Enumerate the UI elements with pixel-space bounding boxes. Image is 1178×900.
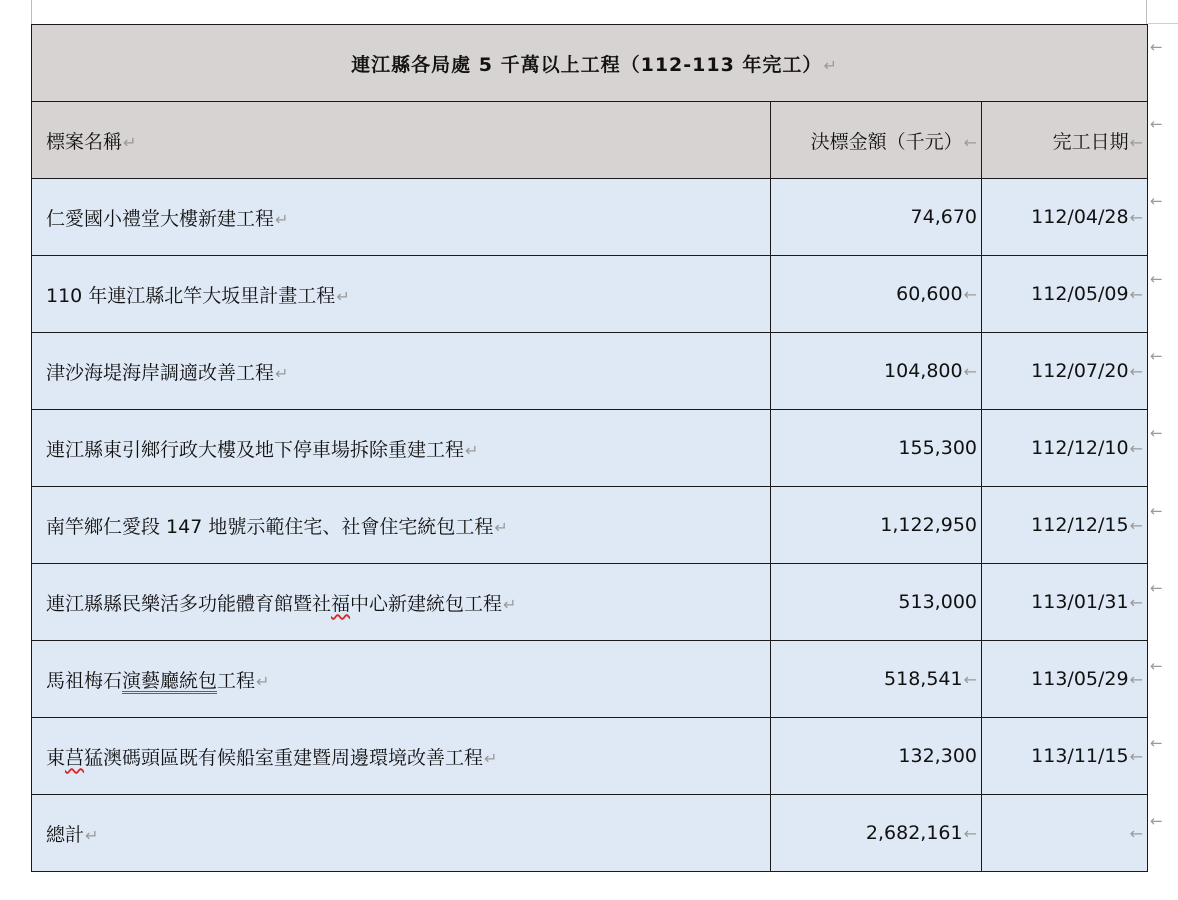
table-title-cell[interactable] <box>32 25 1148 102</box>
bid-amount: 518,541 <box>884 668 963 690</box>
bid-amount: 104,800 <box>884 360 963 382</box>
table-row <box>32 564 1148 641</box>
project-name-cell[interactable] <box>32 333 771 410</box>
project-name-cell[interactable] <box>32 410 771 487</box>
cell-mark: ← <box>1129 362 1143 381</box>
project-name: 連江縣縣民樂活多功能體育館暨社 <box>46 592 332 615</box>
table-header-row <box>32 102 1148 179</box>
table-title-row <box>32 25 1148 102</box>
paragraph-mark: ↵ <box>275 209 289 229</box>
completion-date: 113/11/15 <box>1031 745 1129 767</box>
completion-date: 112/12/15 <box>1031 514 1129 536</box>
header-amount-label: 決標金額（千元） <box>810 130 963 153</box>
page-margin-guide-right <box>1146 0 1147 24</box>
table-row <box>32 256 1148 333</box>
cell-mark: ← <box>1129 516 1143 535</box>
header-name-label: 標案名稱 <box>46 130 123 153</box>
end-of-row-mark: ← <box>1150 270 1163 288</box>
total-label: 總計 <box>46 823 85 846</box>
total-amount: 2,682,161 <box>865 822 963 844</box>
project-name: 南竿鄉仁愛段 147 地號示範住宅、社會住宅統包工程 <box>46 515 494 538</box>
amount-cell[interactable] <box>771 487 982 564</box>
project-name: 仁愛國小禮堂大樓新建工程 <box>46 207 275 230</box>
paragraph-mark: ↵ <box>823 55 838 75</box>
grammar-flagged-text[interactable]: 演藝廳統包 <box>122 669 218 692</box>
cell-mark: ← <box>1129 132 1143 152</box>
date-cell[interactable] <box>982 333 1148 410</box>
date-cell[interactable] <box>982 410 1148 487</box>
date-cell[interactable] <box>982 256 1148 333</box>
cell-mark: ← <box>1129 285 1143 304</box>
date-cell[interactable] <box>982 718 1148 795</box>
cell-mark: ← <box>963 285 977 304</box>
project-name-rest: 工程 <box>217 669 256 692</box>
projects-table <box>31 24 1148 872</box>
amount-cell[interactable] <box>771 410 982 487</box>
paragraph-mark: ↵ <box>503 594 517 614</box>
amount-cell[interactable] <box>771 179 982 256</box>
project-name-rest: 猛澳碼頭區既有候船室重建暨周邊環境改善工程 <box>84 746 484 769</box>
table-row <box>32 333 1148 410</box>
project-name: 東 <box>46 746 66 769</box>
cell-mark: ← <box>963 670 977 689</box>
amount-cell[interactable] <box>771 641 982 718</box>
completion-date: 112/12/10 <box>1031 437 1129 459</box>
end-of-row-mark: ← <box>1150 734 1163 752</box>
table-row <box>32 487 1148 564</box>
completion-date: 112/07/20 <box>1031 360 1129 382</box>
project-name-cell[interactable] <box>32 564 771 641</box>
header-bid-amount[interactable] <box>771 102 982 179</box>
end-of-row-mark: ← <box>1150 347 1163 365</box>
project-name-cell[interactable] <box>32 179 771 256</box>
completion-date: 113/01/31 <box>1031 591 1129 613</box>
amount-cell[interactable] <box>771 256 982 333</box>
paragraph-mark: ↵ <box>256 671 270 691</box>
paragraph-mark: ↵ <box>275 363 289 383</box>
project-name: 津沙海堤海岸調適改善工程 <box>46 361 275 384</box>
paragraph-mark: ↵ <box>123 132 137 152</box>
date-cell[interactable] <box>982 179 1148 256</box>
project-name-cell[interactable] <box>32 718 771 795</box>
spelling-flagged-text[interactable]: 莒 <box>65 746 85 769</box>
table-row <box>32 718 1148 795</box>
project-name: 馬祖梅石 <box>46 669 123 692</box>
total-date-cell[interactable] <box>982 795 1148 872</box>
table-row <box>32 641 1148 718</box>
total-label-cell[interactable] <box>32 795 771 872</box>
end-of-row-mark: ← <box>1150 424 1163 442</box>
end-of-row-mark: ← <box>1150 657 1163 675</box>
paragraph-mark: ↵ <box>336 286 350 306</box>
bid-amount: 132,300 <box>898 745 977 767</box>
spelling-flagged-text[interactable]: 福 <box>331 592 351 615</box>
cell-mark: ← <box>1129 824 1143 843</box>
cell-mark: ← <box>1129 593 1143 612</box>
project-name-cell[interactable] <box>32 256 771 333</box>
table-title: 連江縣各局處 5 千萬以上工程（112-113 年完工） <box>351 53 823 76</box>
paragraph-mark: ↵ <box>85 825 99 845</box>
table-row <box>32 179 1148 256</box>
bid-amount: 1,122,950 <box>880 514 977 536</box>
amount-cell[interactable] <box>771 564 982 641</box>
bid-amount: 60,600 <box>896 283 963 305</box>
project-name-cell[interactable] <box>32 487 771 564</box>
total-amount-cell[interactable] <box>771 795 982 872</box>
end-of-row-mark: ← <box>1150 502 1163 520</box>
amount-cell[interactable] <box>771 333 982 410</box>
cell-mark: ← <box>963 132 977 152</box>
end-of-row-mark: ← <box>1150 38 1163 56</box>
completion-date: 112/05/09 <box>1031 283 1129 305</box>
page-margin-guide-left <box>31 0 32 24</box>
date-cell[interactable] <box>982 641 1148 718</box>
project-name: 連江縣東引鄉行政大樓及地下停車場拆除重建工程 <box>46 438 465 461</box>
project-name-rest: 中心新建統包工程 <box>350 592 503 615</box>
date-cell[interactable] <box>982 487 1148 564</box>
completion-date: 112/04/28 <box>1031 206 1129 228</box>
project-name-cell[interactable] <box>32 641 771 718</box>
cell-mark: ← <box>963 824 977 843</box>
completion-date: 113/05/29 <box>1031 668 1129 690</box>
header-date-label: 完工日期 <box>1052 130 1129 153</box>
bid-amount: 513,000 <box>898 591 977 613</box>
paragraph-mark: ↵ <box>494 517 508 537</box>
paragraph-mark: ↵ <box>484 748 498 768</box>
cell-mark: ← <box>1129 747 1143 766</box>
paragraph-mark: ↵ <box>465 440 479 460</box>
bid-amount: 155,300 <box>898 437 977 459</box>
cell-mark: ← <box>963 362 977 381</box>
end-of-row-mark: ← <box>1150 192 1163 210</box>
header-project-name[interactable] <box>32 102 771 179</box>
project-name: 110 年連江縣北竿大坂里計畫工程 <box>46 284 336 307</box>
cell-mark: ← <box>1129 208 1143 227</box>
end-of-row-mark: ← <box>1150 579 1163 597</box>
cell-mark: ← <box>1129 670 1143 689</box>
date-cell[interactable] <box>982 564 1148 641</box>
table-total-row <box>32 795 1148 872</box>
bid-amount: 74,670 <box>910 206 977 228</box>
end-of-row-mark: ← <box>1150 812 1163 830</box>
amount-cell[interactable] <box>771 718 982 795</box>
header-completion-date[interactable] <box>982 102 1148 179</box>
end-of-row-marks <box>1150 0 1170 900</box>
end-of-row-mark: ← <box>1150 115 1163 133</box>
table-row <box>32 410 1148 487</box>
cell-mark: ← <box>1129 439 1143 458</box>
